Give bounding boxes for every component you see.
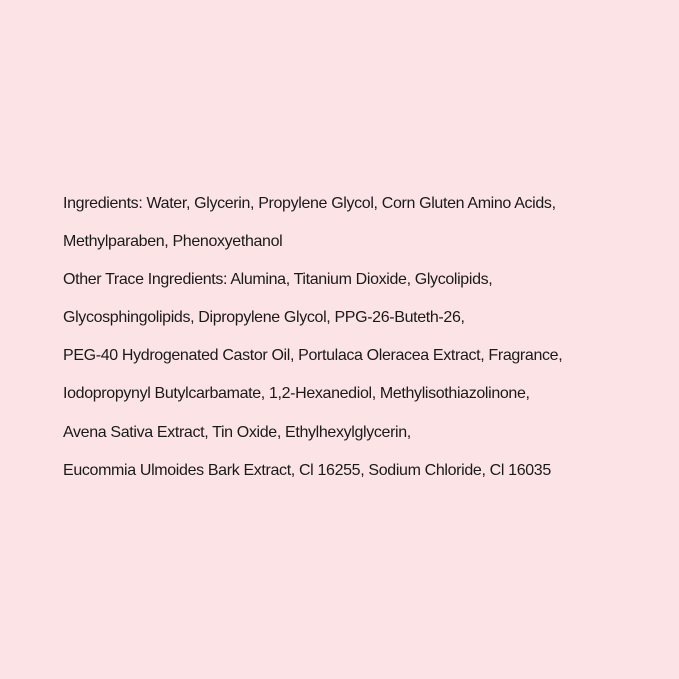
ingredients-line: PEG-40 Hydrogenated Castor Oil, Portulaca Oleracea Extract, Fragrance,: [63, 347, 563, 365]
ingredients-line: Avena Sativa Extract, Tin Oxide, Ethylhexylglycerin,: [63, 423, 411, 441]
ingredients-line: Iodopropynyl Butylcarbamate, 1,2-Hexanediol, Methylisothiazolinone,: [63, 385, 530, 403]
ingredients-line: Eucommia Ulmoides Bark Extract, Cl 16255, Sodium Chloride, Cl 16035: [63, 461, 551, 479]
ingredients-list: [63, 190, 663, 495]
ingredients-line: Methylparaben, Phenoxyethanol: [63, 233, 283, 251]
ingredients-line: Other Trace Ingredients: Alumina, Titanium Dioxide, Glycolipids,: [63, 271, 493, 289]
ingredients-line: Ingredients: Water, Glycerin, Propylene Glycol, Corn Gluten Amino Acids,: [63, 195, 556, 212]
ingredients-line: Glycosphingolipids, Dipropylene Glycol, PPG-26-Buteth-26,: [63, 309, 465, 327]
